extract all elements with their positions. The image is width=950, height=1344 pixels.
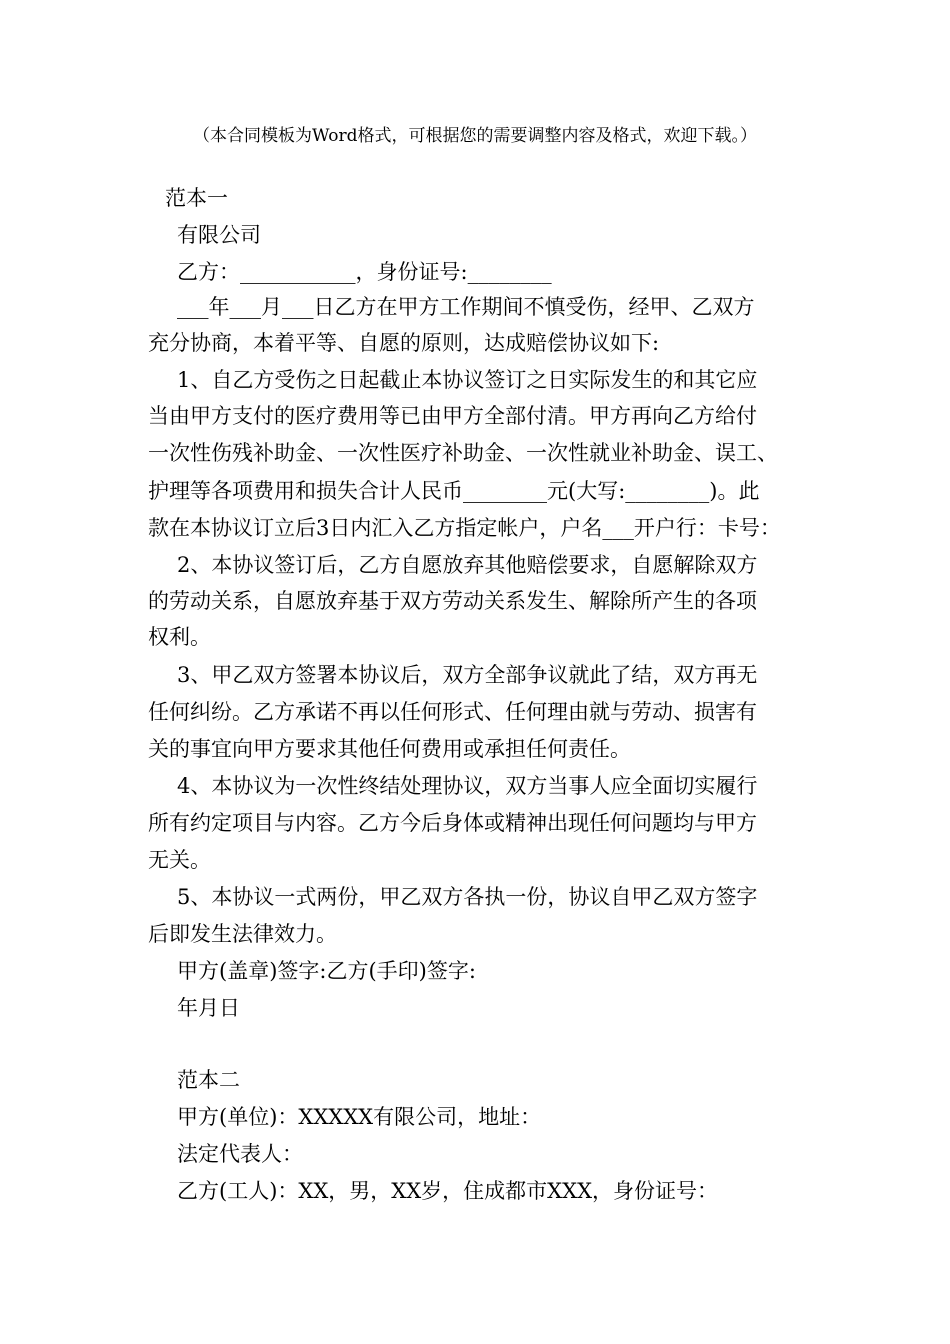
clause2-line: 权利。 — [148, 625, 211, 649]
sample1-company: 有限公司 — [177, 223, 261, 247]
signature-line: 甲方(盖章)签字:乙方(手印)签字: — [177, 959, 476, 983]
clause2-line: 2、本协议签订后，乙方自愿放弃其他赔偿要求，自愿解除双方 — [177, 553, 758, 577]
clause4-line: 4、本协议为一次性终结处理协议，双方当事人应全面切实履行 — [177, 774, 758, 798]
sample2-party-b: 乙方(工人)：XX，男，XX岁，住成都市XXX，身份证号： — [177, 1179, 719, 1203]
clause1-line: 1、自乙方受伤之日起截止本协议签订之日实际发生的和其它应 — [177, 368, 758, 392]
clause5-line: 5、本协议一式两份，甲乙双方各执一份，协议自甲乙双方签字 — [177, 885, 758, 909]
clause2-line: 的劳动关系，自愿放弃基于双方劳动关系发生、解除所产生的各项 — [148, 589, 757, 613]
clause3-line: 3、甲乙双方签署本协议后，双方全部争议就此了结，双方再无 — [177, 663, 758, 687]
clause1-line: 当由甲方支付的医疗费用等已由甲方全部付清。甲方再向乙方给付 — [148, 404, 757, 428]
clause3-line: 任何纠纷。乙方承诺不再以任何形式、任何理由就与劳动、损害有 — [148, 700, 757, 724]
intro-line: 充分协商，本着平等、自愿的原则，达成赔偿协议如下: — [148, 331, 660, 355]
clause4-line: 无关。 — [148, 848, 211, 872]
sample2-legal-rep: 法定代表人： — [177, 1142, 303, 1166]
sample2-title: 范本二 — [177, 1068, 240, 1092]
sample1-title: 范本一 — [165, 186, 228, 210]
clause3-line: 关的事宜向甲方要求其他任何费用或承担任何责任。 — [148, 737, 631, 761]
date-line: 年月日 — [177, 996, 240, 1020]
sample2-party-a: 甲方(单位)：XXXXX有限公司，地址： — [177, 1105, 542, 1129]
clause1-line: 款在本协议订立后3日内汇入乙方指定帐户，户名___开户行：卡号： — [148, 516, 781, 540]
clause1-line: 护理等各项费用和损失合计人民币________元(大写:________)。此 — [148, 479, 760, 503]
clause5-line: 后即发生法律效力。 — [148, 922, 337, 946]
intro-line: ___年___月___日乙方在甲方工作期间不慎受伤，经甲、乙双方 — [177, 295, 755, 319]
clause4-line: 所有约定项目与内容。乙方今后身体或精神出现任何问题均与甲方 — [148, 811, 757, 835]
clause1-line: 一次性伤残补助金、一次性医疗补助金、一次性就业补助金、误工、 — [148, 441, 778, 465]
sample1-party-b: 乙方：___________，身份证号:________ — [177, 260, 552, 284]
template-note: （本合同模板为Word格式，可根据您的需要调整内容及格式，欢迎下载。） — [192, 126, 758, 146]
